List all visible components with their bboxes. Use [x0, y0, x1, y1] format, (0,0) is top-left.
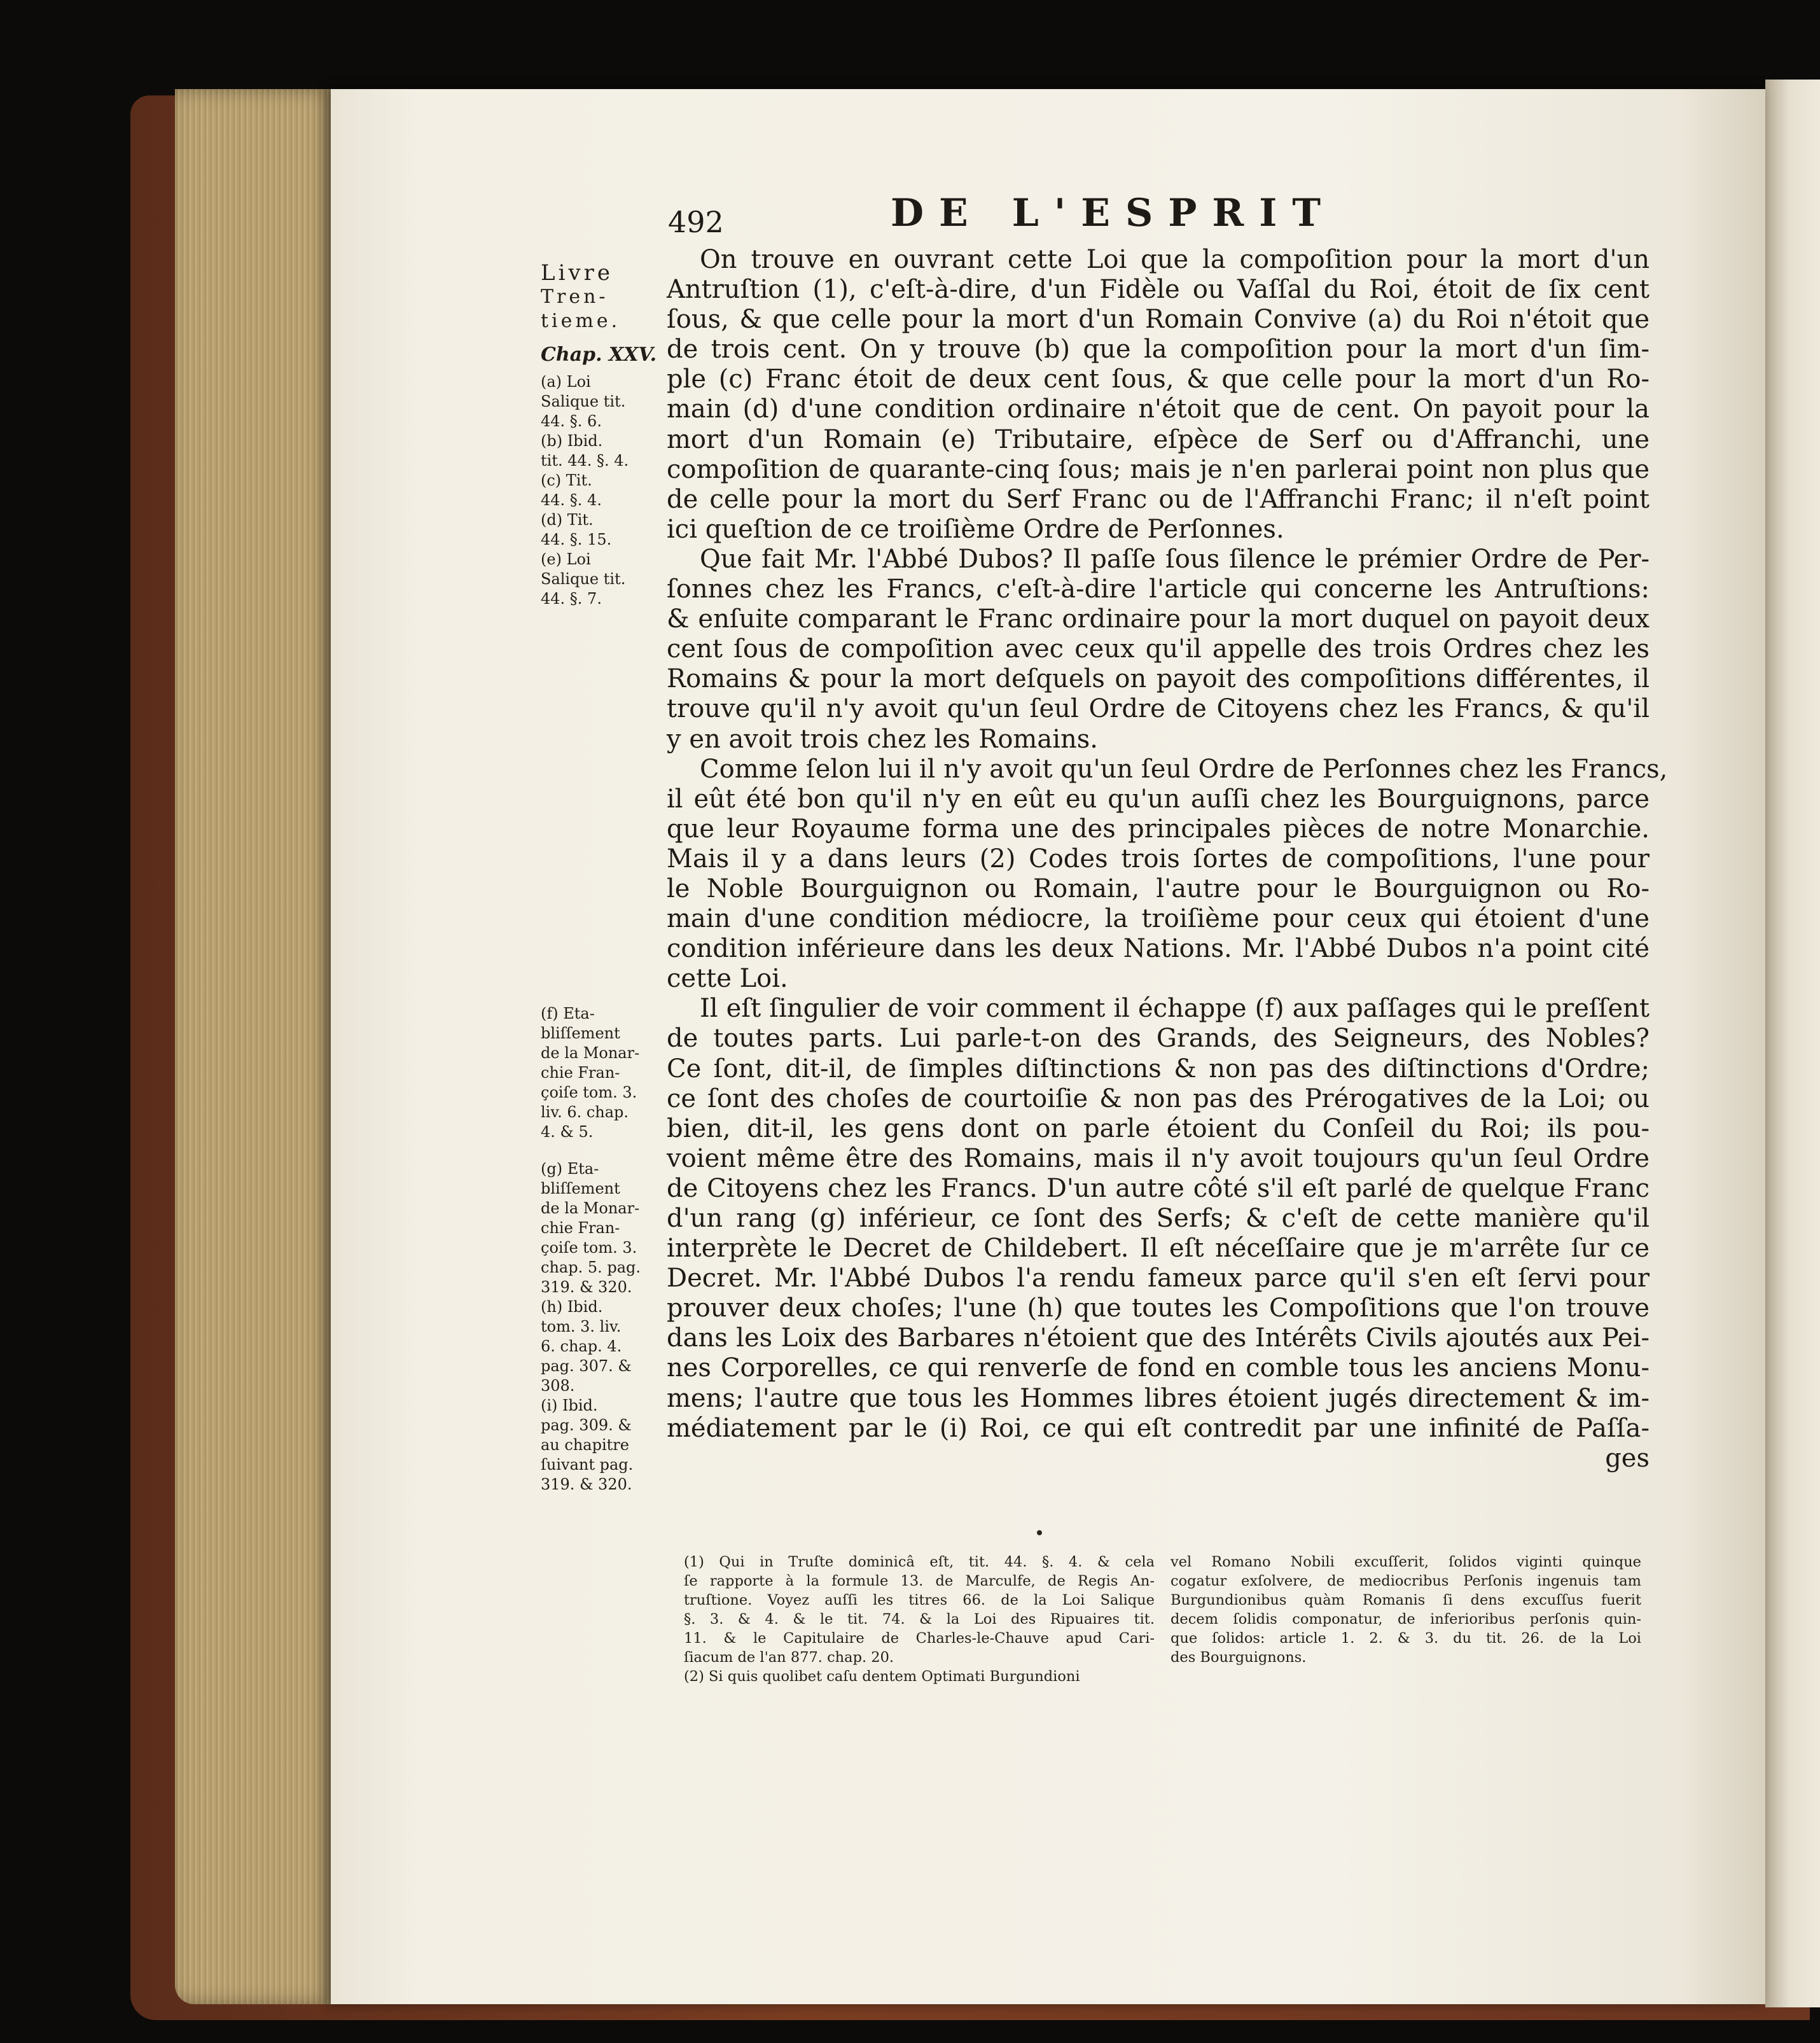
margin-line: ſuivant pag.: [541, 1456, 634, 1474]
margin-line: tit. 44. §. 4.: [541, 452, 629, 470]
margin-line: de la Monar-: [541, 1044, 640, 1062]
text-line: Que fait Mr. l'Abbé Dubos? Il paſſe ſous ſilence le prémier Ordre de Per-: [700, 544, 1650, 574]
margin-line: liv. 6. chap.: [541, 1103, 629, 1121]
text-line: compoſition de quarante-cinq ſous; mais je n'en parlerai point non plus que: [667, 454, 1650, 484]
footnote-line: 11. & le Capitulaire de Charles-le-Chauve apud Cari-: [684, 1630, 1155, 1647]
text-line: bien, dit-il, les gens dont on parle étoient du Conſeil du Roi; ils pou-: [667, 1113, 1650, 1143]
text-line: cent ſous de compoſition avec ceux qu'il appelle des trois Ordres chez les: [667, 634, 1650, 664]
footnote-line: cogatur exſolvere, de mediocribus Perſonis ingenuis tam: [1170, 1573, 1641, 1589]
margin-line: de la Monar-: [541, 1199, 640, 1217]
margin-line: chie Fran-: [541, 1219, 620, 1237]
text-line: y en avoit trois chez les Romains.: [667, 724, 1098, 754]
page-number: 492: [668, 205, 724, 239]
page-edges: [175, 89, 334, 2004]
text-line: mens; l'autre que tous les Hommes libres étoient jugés directement & im-: [667, 1383, 1650, 1413]
margin-line: (e) Loi: [541, 550, 591, 568]
margin-line: (c) Tit.: [541, 471, 592, 489]
margin-book-label: [541, 261, 658, 333]
catchword: ges: [1605, 1443, 1650, 1473]
text-line: Il eſt ſingulier de voir comment il échappe (f) aux paſſages qui le preſſent: [700, 994, 1650, 1024]
text-line: ce ſont des choſes de courtoiſie & non pas des Prérogatives de la Loi; ou: [667, 1084, 1650, 1113]
body-text: [667, 245, 1668, 1474]
margin-line: 319. & 320.: [541, 1475, 632, 1493]
margin-line: tom. 3. liv.: [541, 1318, 622, 1335]
margin-line: 6. chap. 4.: [541, 1337, 622, 1355]
text-line: de Citoyens chez les Francs. D'un autre côté s'il eſt parlé de quelque Franc: [667, 1173, 1650, 1203]
text-line: cette Loi.: [667, 964, 788, 994]
margin-line: chap. 5. pag.: [541, 1259, 641, 1276]
text-line: le Noble Bourguignon ou Romain, l'autre pour le Bourguignon ou Ro-: [667, 874, 1650, 903]
text-line: Antruſtion (1), c'eſt-à-dire, d'un Fidèle ou Vaſſal du Roi, étoit de ſix cent: [667, 275, 1650, 305]
margin-line: (b) Ibid.: [541, 432, 603, 450]
footnote-line: vel Romano Nobili excuſſerit, ſolidos viginti quinque: [1170, 1554, 1641, 1570]
margin-line: 44. §. 15.: [541, 531, 612, 548]
margin-chapter: Chap. XXV.: [541, 344, 657, 366]
text-line: médiatement par le (i) Roi, ce qui eſt contredit par une infinité de Paſſa-: [667, 1413, 1650, 1443]
margin-line: (d) Tit.: [541, 511, 594, 529]
text-line: main (d) d'une condition ordinaire n'étoit que de cent. On payoit pour la: [667, 394, 1650, 424]
footnote-line: ſiacum de l'an 877. chap. 20.: [684, 1649, 894, 1666]
margin-line: Livre: [541, 260, 614, 286]
margin-line: tieme.: [541, 310, 621, 332]
text-line: voient même être des Romains, mais il n'y avoit toujours qu'un ſeul Ordre: [667, 1143, 1650, 1173]
margin-line: pag. 309. &: [541, 1416, 632, 1434]
text-line: que leur Royaume forma une des principales pièces de notre Monarchie.: [667, 814, 1650, 844]
text-line: dans les Loix des Barbares n'étoient que des Intérêts Civils ajoutés aux Pei-: [667, 1323, 1650, 1353]
footnotes-left-column: [684, 1552, 1155, 1686]
margin-line: (a) Loi: [541, 373, 591, 391]
margin-line: Salique tit.: [541, 393, 626, 410]
text-line: Comme ſelon lui il n'y avoit qu'un ſeul Ordre de Perſonnes chez les Francs,: [700, 754, 1668, 784]
margin-line: çoiſe tom. 3.: [541, 1084, 637, 1101]
text-line: main d'une condition médiocre, la troiſième pour ceux qui étoient d'une: [667, 904, 1650, 934]
footnote-line: des Bourguignons.: [1170, 1649, 1307, 1666]
footnote-line: Burgundionibus quàm Romanis ſi dens excuſſus fuerit: [1170, 1592, 1641, 1608]
margin-line: 4. & 5.: [541, 1123, 594, 1141]
text-line: trouve qu'il n'y avoit qu'un ſeul Ordre de Citoyens chez les Francs, & qu'il: [667, 694, 1650, 724]
margin-line: 308.: [541, 1377, 575, 1395]
text-line: Decret. Mr. l'Abbé Dubos l'a rendu fameux parce qu'il s'en eſt ſervi pour: [667, 1264, 1650, 1293]
text-line: d'un rang (g) inférieur, ce ſont des Serfs; & c'eſt de cette manière qu'il: [667, 1204, 1650, 1233]
text-line: interprète le Decret de Childebert. Il eſt néceſſaire que je m'arrête ſur ce: [667, 1234, 1650, 1264]
margin-line: bliſſement: [541, 1024, 620, 1042]
margin-line: (h) Ibid.: [541, 1298, 603, 1316]
footnote-line: que ſolidos: article 1. 2. & 3. du tit. 26. de la Loi: [1170, 1630, 1641, 1647]
text-line: ple (c) Franc étoit de deux cent ſous, & que celle pour la mort d'un Ro-: [667, 365, 1650, 394]
text-line: ſous, & que celle pour la mort d'un Romain Convive (a) du Roi n'étoit que: [667, 305, 1650, 335]
margin-line: Salique tit.: [541, 570, 626, 588]
margin-notes-a-e: [541, 372, 658, 609]
margin-line: çoiſe tom. 3.: [541, 1239, 637, 1257]
margin-line: 44. §. 4.: [541, 491, 602, 509]
text-line: & enſuite comparant le Franc ordinaire pour la mort duquel on payoit deux: [667, 604, 1650, 634]
margin-line: pag. 307. &: [541, 1357, 632, 1375]
margin-line: (g) Eta-: [541, 1160, 599, 1178]
margin-notes-g-i: [541, 1159, 658, 1495]
margin-line: au chapitre: [541, 1436, 629, 1454]
margin-line: 44. §. 6.: [541, 412, 602, 430]
margin-line: bliſſement: [541, 1180, 620, 1197]
text-line: On trouve en ouvrant cette Loi que la compoſition pour la mort d'un: [700, 245, 1650, 274]
footnote-line: (1) Qui in Truſte dominicâ eſt, tit. 44. §. 4. & cela: [684, 1554, 1155, 1570]
text-line: Romains & pour la mort deſquels on payoit des compoſitions différentes, il: [667, 664, 1650, 694]
text-line: nes Corporelles, ce qui renverſe de fond en comble tous les anciens Monu-: [667, 1353, 1650, 1383]
footnote-line: decem ſolidis componatur, de inferioribus perſonis quin-: [1170, 1611, 1641, 1628]
margin-line: chie Fran-: [541, 1064, 620, 1082]
footnote-line: ſe rapporte à la formule 13. de Marculfe, de Regis An-: [684, 1573, 1155, 1589]
text-line: de trois cent. On y trouve (b) que la compoſition pour la mort d'un ſim-: [667, 335, 1650, 365]
facing-page-edge: [1765, 80, 1820, 2007]
text-line: de celle pour la mort du Serf Franc ou de l'Affranchi Franc; il n'eſt point: [667, 484, 1650, 514]
text-line: ſonnes chez les Francs, c'eſt-à-dire l'article qui concerne les Antruſtions:: [667, 575, 1650, 604]
text-line: il eût été bon qu'il n'y en eût eu qu'un auſſi chez les Bourguignons, parce: [667, 784, 1650, 814]
margin-line: 319. & 320.: [541, 1278, 632, 1296]
margin-note-f: [541, 1004, 658, 1142]
margin-line: (i) Ibid.: [541, 1397, 598, 1414]
margin-line: Tren-: [541, 286, 609, 308]
margin-line: (f) Eta-: [541, 1005, 595, 1022]
footnote-line: truſtione. Voyez auſſi les titres 66. de la Loi Salique: [684, 1592, 1155, 1608]
footnotes-right-column: [1170, 1552, 1641, 1667]
text-line: prouver deux choſes; l'une (h) que toutes les Compoſitions que l'on trouve: [667, 1293, 1650, 1323]
running-title: DE L'ESPRIT: [891, 191, 1336, 235]
ink-spot: [1037, 1530, 1042, 1535]
footnote-line: (2) Si quis quolibet caſu dentem Optimati Burgundioni: [684, 1668, 1080, 1685]
text-line: condition inférieure dans les deux Nations. Mr. l'Abbé Dubos n'a point cité: [667, 934, 1650, 964]
margin-line: 44. §. 7.: [541, 590, 602, 608]
text-line: mort d'un Romain (e) Tributaire, eſpèce de Serf ou d'Affranchi, une: [667, 424, 1650, 454]
text-line: de toutes parts. Lui parle-t-on des Grands, des Seigneurs, des Nobles?: [667, 1024, 1650, 1054]
text-line: Ce ſont, dit-il, de ſimples diſtinctions & non pas des diſtinctions d'Ordre;: [667, 1054, 1650, 1084]
text-line: ici queſtion de ce troiſième Ordre de Perſonnes.: [667, 514, 1284, 544]
footnote-line: §. 3. & 4. & le tit. 74. & la Loi des Ripuaires tit.: [684, 1611, 1155, 1628]
text-line: Mais il y a dans leurs (2) Codes trois ſortes de compoſitions, l'une pour: [667, 844, 1650, 874]
